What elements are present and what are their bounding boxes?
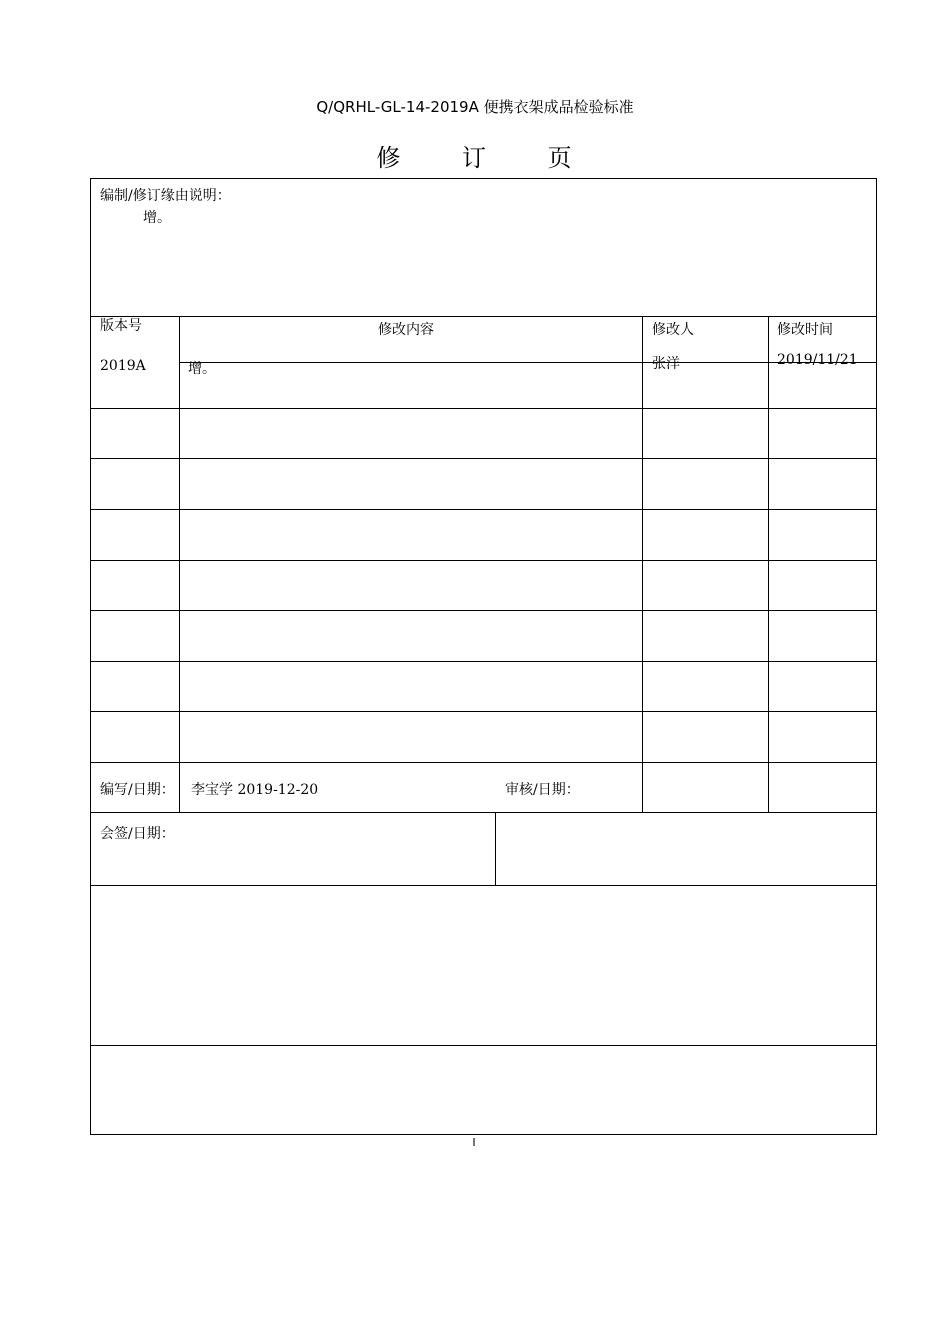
grid-line	[91, 458, 876, 459]
grid-line	[91, 762, 876, 763]
grid-line	[91, 661, 876, 662]
grid-line	[91, 711, 876, 712]
grid-line	[91, 316, 876, 317]
page-title-char-3: 页	[547, 144, 574, 172]
header-time: 修改时间	[777, 322, 833, 338]
grid-line	[495, 812, 496, 885]
header-content: 修改内容	[378, 322, 434, 338]
review-label: 审核/日期：	[505, 782, 580, 798]
row-content: 增。	[188, 361, 216, 377]
grid-line	[768, 316, 769, 812]
grid-line	[91, 610, 876, 611]
reason-text: 增。	[143, 210, 171, 226]
grid-line	[91, 885, 876, 886]
grid-line	[91, 1045, 876, 1046]
document-header: Q/QRHL-GL-14-2019A 便携衣架成品检验标准	[316, 98, 634, 116]
grid-line	[179, 362, 876, 363]
page-number: I	[472, 1136, 476, 1149]
row-modifier: 张洋	[652, 356, 680, 372]
grid-line	[91, 560, 876, 561]
page-title-char-2: 订	[462, 144, 488, 172]
page-title	[0, 138, 950, 173]
writer-label: 编写/日期：	[100, 782, 175, 798]
header-modifier: 修改人	[652, 322, 694, 338]
grid-line	[91, 408, 876, 409]
reason-label: 编制/修订缘由说明：	[100, 188, 231, 204]
row-version: 2019A	[100, 358, 146, 374]
countersign-label: 会签/日期：	[100, 826, 175, 842]
grid-line	[179, 316, 180, 812]
revision-form	[90, 178, 877, 1135]
writer-value: 李宝学 2019-12-20	[191, 782, 319, 798]
grid-line	[91, 509, 876, 510]
page-title-char-1: 修	[376, 144, 403, 172]
grid-line	[642, 316, 643, 812]
header-version: 版本号	[100, 318, 142, 334]
row-time: 2019/11/21	[777, 352, 858, 368]
grid-line	[91, 812, 876, 813]
